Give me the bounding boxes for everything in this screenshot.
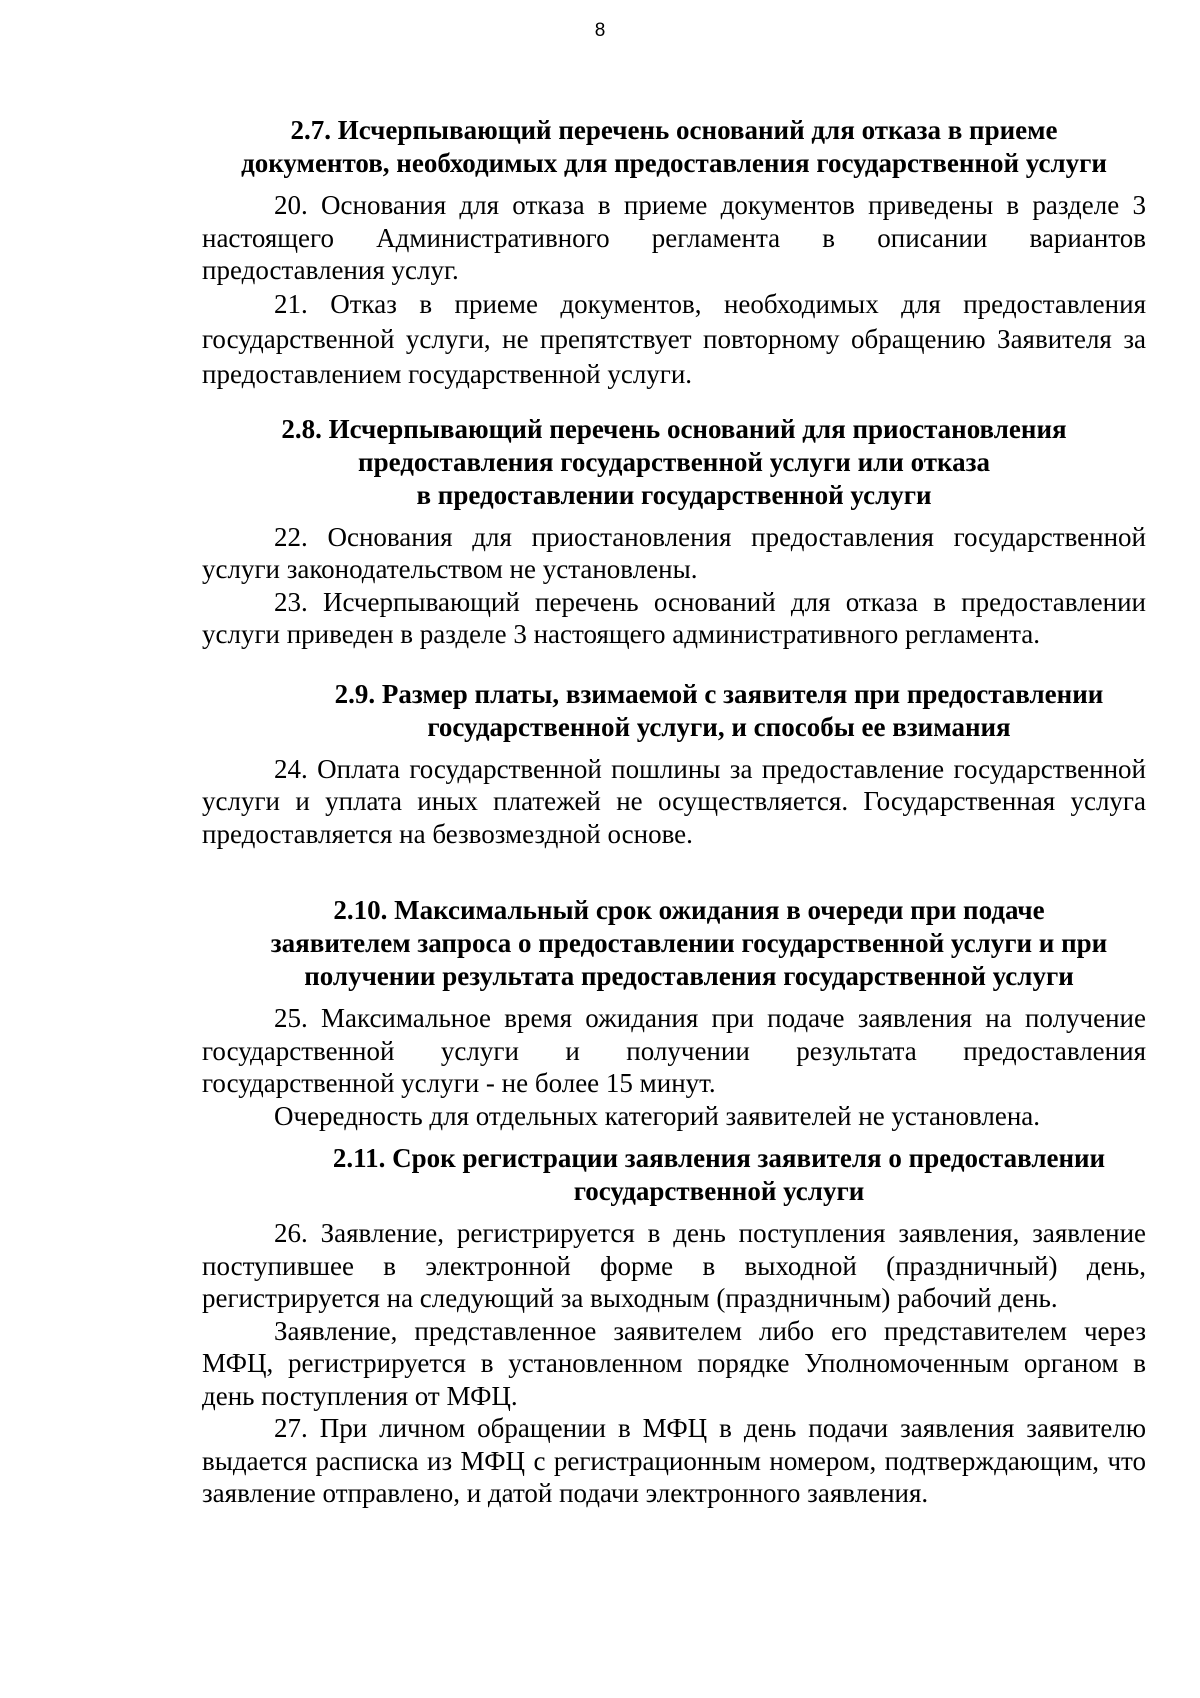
heading-line: 2.9. Размер платы, взимаемой с заявителя при предоставлении bbox=[334, 678, 1104, 709]
paragraph: 26. Заявление, регистрируется в день поступления заявления, заявление поступившее в электронной форме в выходной (праздничный) день, регистрируется на следующий за выходным (праздничным) рабочий день. bbox=[202, 1218, 1146, 1313]
paragraph: 23. Исчерпывающий перечень оснований для отказа в предоставлении услуги приведен в разделе 3 настоящего административного регламента. bbox=[202, 586, 1146, 649]
section-heading bbox=[202, 894, 1146, 993]
heading-line: предоставления государственной услуги или отказа bbox=[358, 446, 990, 477]
page-number: 8 bbox=[594, 20, 606, 41]
section-2-9 bbox=[202, 678, 1146, 851]
paragraph: 24. Оплата государственной пошлины за предоставление государственной услуги и уплата иных платежей не осуществляется. Государственная услуга предоставляется на безвозмездной основе. bbox=[202, 753, 1146, 849]
section-2-7 bbox=[202, 114, 1146, 392]
heading-line: заявителем запроса о предоставлении государственной услуги и при bbox=[270, 928, 1108, 958]
paragraph: 22. Основания для приостановления предоставления государственной услуги законодательством не установлены. bbox=[202, 521, 1146, 584]
document-body bbox=[202, 114, 1146, 1510]
paragraph: 27. При личном обращении в МФЦ в день подачи заявления заявителю выдается расписка из МФЦ с регистрационным номером, подтверждающим, что заявление отправлено, и датой подачи электронного заявления. bbox=[202, 1413, 1146, 1508]
paragraph: Заявление, представленное заявителем либо его представителем через МФЦ, регистрируется в установленном порядке Уполномоченным органом в день поступления от МФЦ. bbox=[202, 1315, 1146, 1411]
paragraph: 21. Отказ в приеме документов, необходимых для предоставления государственной услуги, не препятствует повторному обращению Заявителя за предоставлением государственной услуги. bbox=[202, 288, 1146, 389]
paragraph: 20. Основания для отказа в приеме документов приведены в разделе 3 настоящего Административного регламента в описании вариантов предоставления услуг. bbox=[202, 190, 1146, 285]
paragraph: Очередность для отдельных категорий заявителей не установлена. bbox=[274, 1100, 1041, 1131]
section-heading bbox=[202, 678, 1146, 744]
section-2-8 bbox=[202, 413, 1146, 651]
heading-line: документов, необходимых для предоставления государственной услуги bbox=[241, 148, 1107, 178]
section-2-10 bbox=[202, 894, 1146, 1132]
section-heading bbox=[202, 114, 1146, 180]
heading-line: 2.11. Срок регистрации заявления заявителя о предоставлении bbox=[332, 1143, 1106, 1173]
heading-line: государственной услуги bbox=[573, 1176, 865, 1206]
section-heading bbox=[202, 413, 1146, 512]
heading-line: 2.8. Исчерпывающий перечень оснований для приостановления bbox=[281, 413, 1067, 444]
section-2-11 bbox=[202, 1142, 1146, 1510]
section-heading bbox=[202, 1142, 1146, 1208]
heading-line: государственной услуги, и способы ее взимания bbox=[427, 711, 1011, 742]
heading-line: 2.7. Исчерпывающий перечень оснований для отказа в приеме bbox=[290, 115, 1058, 145]
paragraph: 25. Максимальное время ожидания при подаче заявления на получение государственной услуги и получении результата предоставления государственной услуги - не более 15 минут. bbox=[202, 1003, 1146, 1098]
heading-line: получении результата предоставления государственной услуги bbox=[304, 961, 1074, 991]
heading-line: в предоставлении государственной услуги bbox=[416, 479, 932, 510]
heading-line: 2.10. Максимальный срок ожидания в очереди при подаче bbox=[333, 895, 1045, 925]
